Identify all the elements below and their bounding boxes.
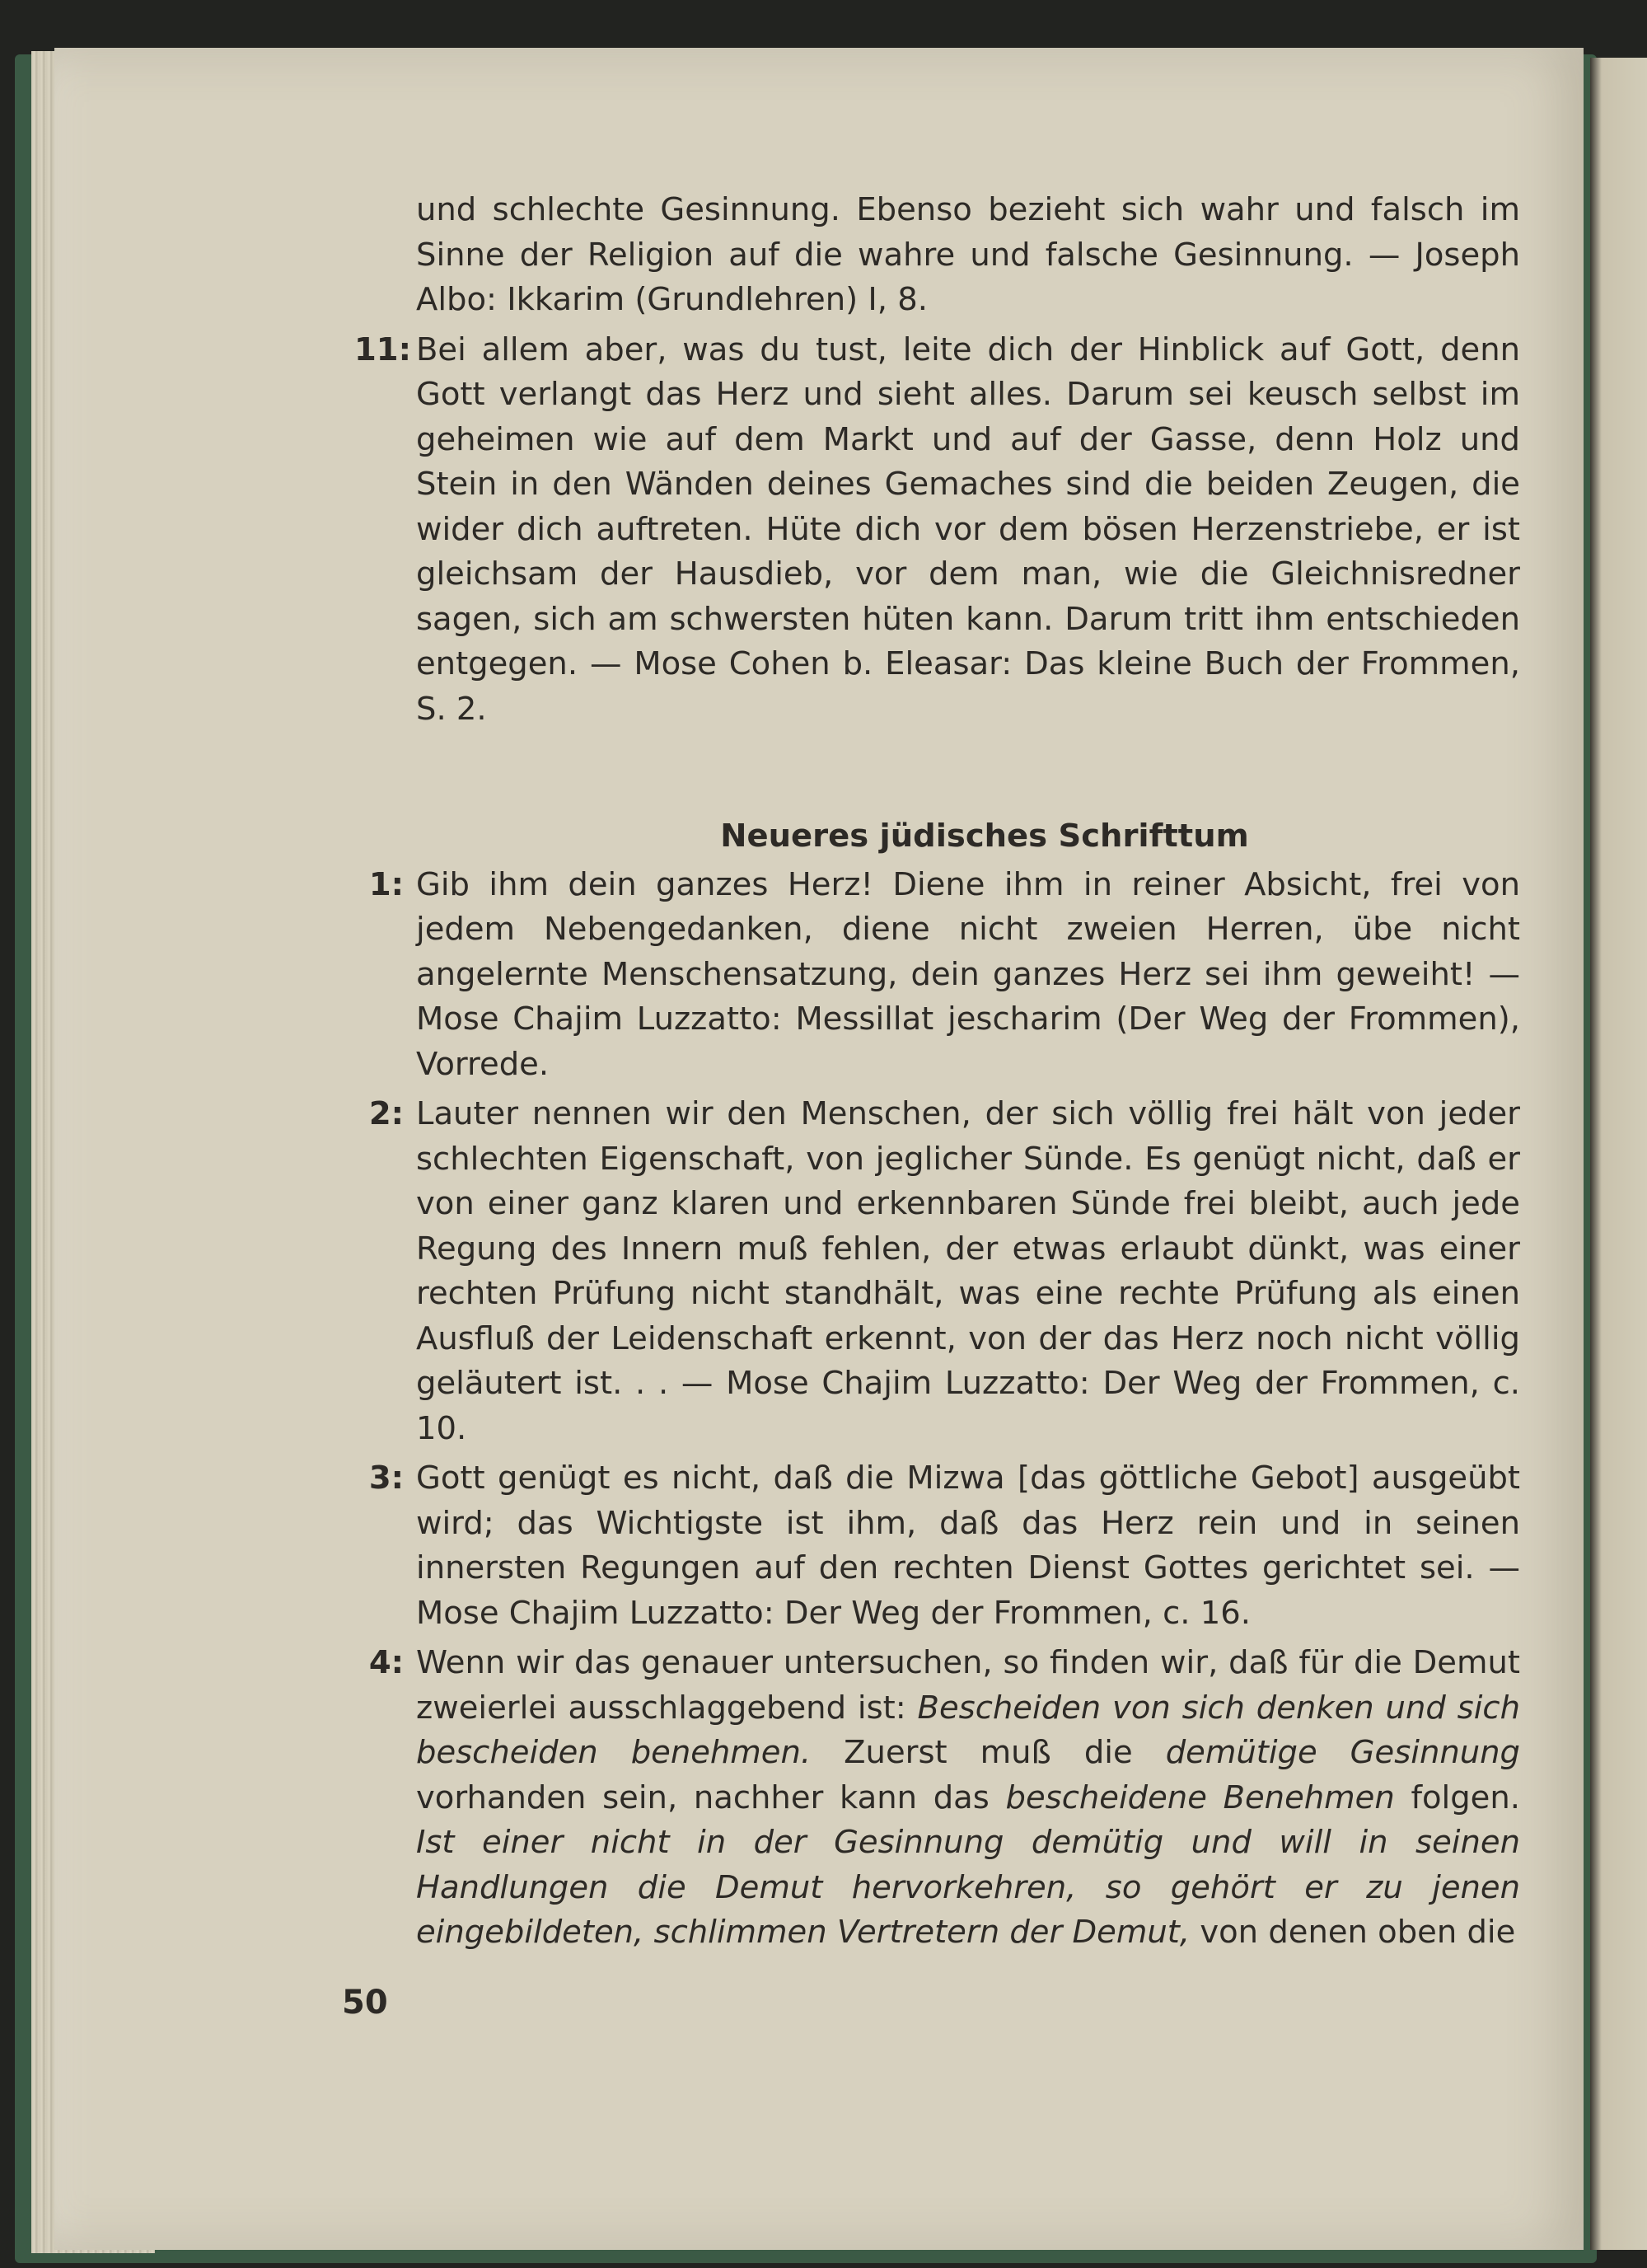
entry-text: Bei allem aber, was du tust, leite dich der Hinblick auf Gott, denn Gott verlangt das Herz und sieht alles. Darum sei keusch selbst im geheimen wie auf dem Markt und auf der Gasse, denn Holz und Stein in den Wänden deines Gemaches sind die beiden Zeugen, die wider dich auftreten. Hüte dich vor dem bösen Herzenstriebe, er ist gleichsam der Hausdieb, vor dem man, wie die Gleichnisredner sagen, sich am schwersten hüten kann. Darum tritt ihm entschieden entgegen. — Mose Cohen b. Eleasar: Das kleine Buch der Frommen, S. 2. [416,330,1520,728]
entry-number: 2: [368,1095,404,1132]
entry-text-part: vorhanden sein, nachher kann das [416,1778,1006,1816]
page-text [354,188,1521,1961]
entry-1 [368,863,1520,1088]
facing-page-edge [1590,58,1647,2250]
entry-text-part: von denen oben die [1190,1914,1516,1951]
continuation-paragraph: und schlechte Gesinnung. Ebenso bezieht sich wahr und falsch im Sinne der Religion auf die wahre und falsche Gesinnung. — Joseph Albo: Ikkarim (Grundlehren) I, 8. [416,191,1520,318]
entry-text-part: Wenn wir das genauer untersuchen, so finden wir, daß für die Demut zweierlei ausschlaggebend ist: [416,1644,1520,1727]
entry-text: Gib ihm dein ganzes Herz! Diene ihm in reiner Absicht, frei von jedem Nebengedanken, diene nicht zweien Herren, übe nicht angelernte Menschensatzung, dein ganzes Herz sei ihm geweiht! — Mose Chajim Luzzatto: Messillat jescharim (Der Weg der Frommen), Vorrede. [416,865,1520,1083]
entry-italic-part: Bescheiden von sich denken und sich bescheiden benehmen. [416,1689,1520,1771]
entry-italic-part: demütige Gesinnung [1165,1734,1520,1771]
entry-italic-part: Ist einer nicht in der Gesinnung demütig und will in seinen Handlungen die Demut hervorkehren, so gehört er zu jenen eingebildeten, schlimmen Vertretern der Demut, [416,1824,1520,1951]
entry-number: 11: [354,330,411,368]
page-number: 50 [342,1984,388,2022]
entry-3 [368,1456,1520,1636]
entry-italic-part: bescheidene Benehmen [1005,1778,1395,1816]
entry-4 [368,1641,1521,1956]
entry-11 [354,328,1520,733]
entry-number: 1: [368,865,404,903]
entry-text: Gott genügt es nicht, daß die Mizwa [das göttliche Gebot] ausgeübt wird; das Wichtigste ist ihm, daß das Herz rein und in seinen innersten Regungen auf den rechten Dienst Gottes gerichtet sei. — Mose Chajim Luzzatto: Der Weg der Frommen, c. 16. [416,1460,1520,1632]
entry-text-part: Zuerst muß die [811,1734,1166,1771]
entry-text: Lauter nennen wir den Menschen, der sich völlig frei hält von jeder schlechten Eigenschaft, von jeglicher Sünde. Es genügt nicht, daß er von einer ganz klaren und erkennbaren Sünde frei bleibt, auch jede Regung des Innern muß fehlen, der etwas erlaubt dünkt, was einer rechten Prüfung nicht standhält, was eine rechte Prüfung als einen Ausfluß der Leidenschaft erkennt, von der das Herz noch nicht völlig geläutert ist. . . — Mose Chajim Luzzatto: Der Weg der Frommen, c. 10. [416,1095,1520,1447]
entry-number: 4: [368,1644,404,1681]
section-heading: Neueres jüdisches Schrifttum [720,818,1249,855]
entry-text-part: folgen. [1394,1778,1521,1816]
entry-2 [368,1092,1520,1451]
entry-number: 3: [368,1460,404,1497]
